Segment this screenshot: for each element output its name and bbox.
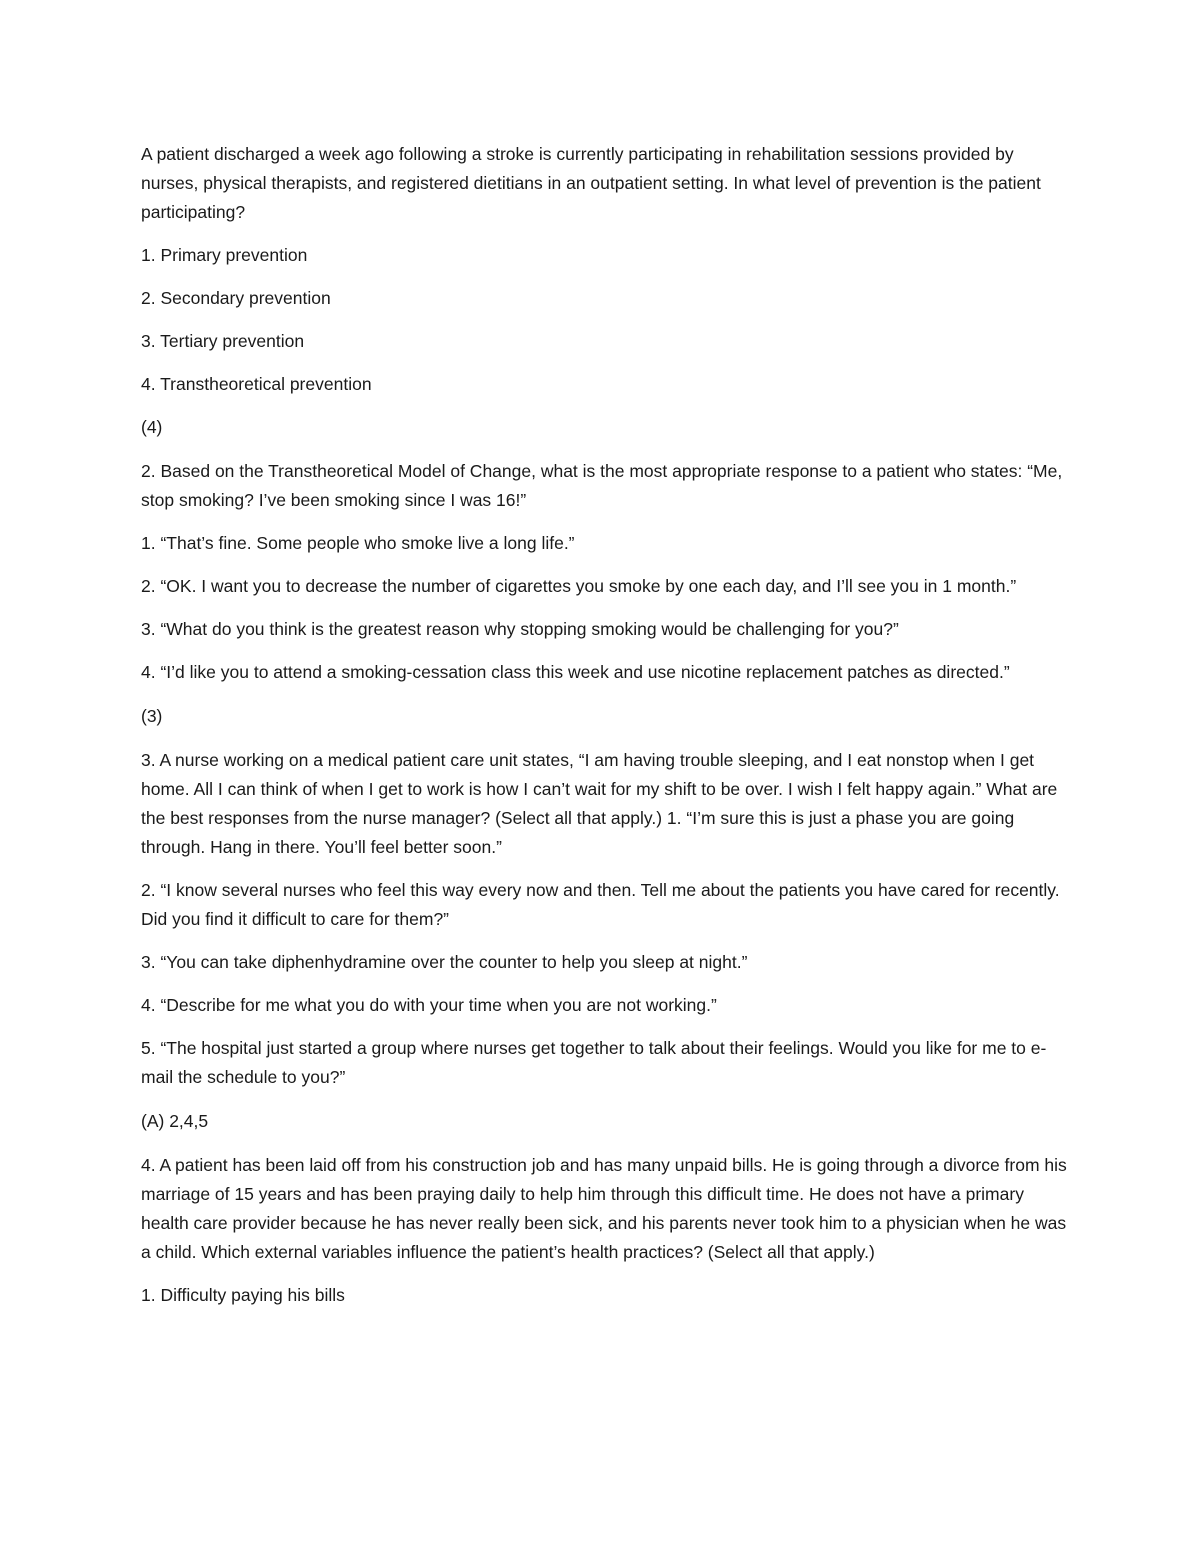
document-body: [141, 140, 1071, 1310]
question-1-stem: A patient discharged a week ago following a stroke is currently participating in rehabilitation sessions provided by nurses, physical therapists, and registered dietitians in an outpatient setting. In what level of prevention is the patient participating?: [141, 144, 1041, 222]
question-3-answer: (A) 2,4,5: [141, 1111, 209, 1131]
question-2-stem: 2. Based on the Transtheoretical Model of Change, what is the most appropriate response to a patient who states: “Me, stop smoking? I’ve been smoking since I was 16!”: [141, 461, 1063, 510]
question-1-option-1: 1. Primary prevention: [141, 245, 308, 265]
question-1-option-2: 2. Secondary prevention: [141, 288, 331, 308]
question-2-option-1: 1. “That’s fine. Some people who smoke live a long life.”: [141, 533, 575, 553]
question-2-answer: (3): [141, 706, 163, 726]
question-3-stem: 3. A nurse working on a medical patient care unit states, “I am having trouble sleeping, and I eat nonstop when I get home. All I can think of when I get to work is how I can’t wait for my shift to be over. I wish I felt happy again.” What are the best responses from the nurse manager? (Select all that apply.) 1. “I’m sure this is just a phase you are going through. Hang in there. You’ll feel better soon.”: [141, 750, 1058, 857]
question-1-answer: (4): [141, 417, 163, 437]
question-3-option-4: 4. “Describe for me what you do with your time when you are not working.”: [141, 995, 717, 1015]
question-1-option-3: 3. Tertiary prevention: [141, 331, 305, 351]
question-2-option-3: 3. “What do you think is the greatest reason why stopping smoking would be challenging for you?”: [141, 619, 899, 639]
question-3-option-5: 5. “The hospital just started a group where nurses get together to talk about their feelings. Would you like for me to e-mail the schedule to you?”: [141, 1038, 1047, 1087]
question-1-option-4: 4. Transtheoretical prevention: [141, 374, 372, 394]
question-3-option-2: 2. “I know several nurses who feel this way every now and then. Tell me about the patients you have cared for recently. Did you find it difficult to care for them?”: [141, 880, 1060, 929]
question-4-stem: 4. A patient has been laid off from his construction job and has many unpaid bills. He is going through a divorce from his marriage of 15 years and has been praying daily to help him through this difficult time. He does not have a primary health care provider because he has never really been sick, and his parents never took him to a physician when he was a child. Which external variables influence the patient’s health practices? (Select all that apply.): [141, 1155, 1067, 1262]
question-2-option-2: 2. “OK. I want you to decrease the number of cigarettes you smoke by one each day, and I’ll see you in 1 month.”: [141, 576, 1017, 596]
question-2-option-4: 4. “I’d like you to attend a smoking-cessation class this week and use nicotine replacement patches as directed.”: [141, 662, 1010, 682]
question-3-option-3: 3. “You can take diphenhydramine over the counter to help you sleep at night.”: [141, 952, 748, 972]
question-4-option-1: 1. Difficulty paying his bills: [141, 1285, 345, 1305]
